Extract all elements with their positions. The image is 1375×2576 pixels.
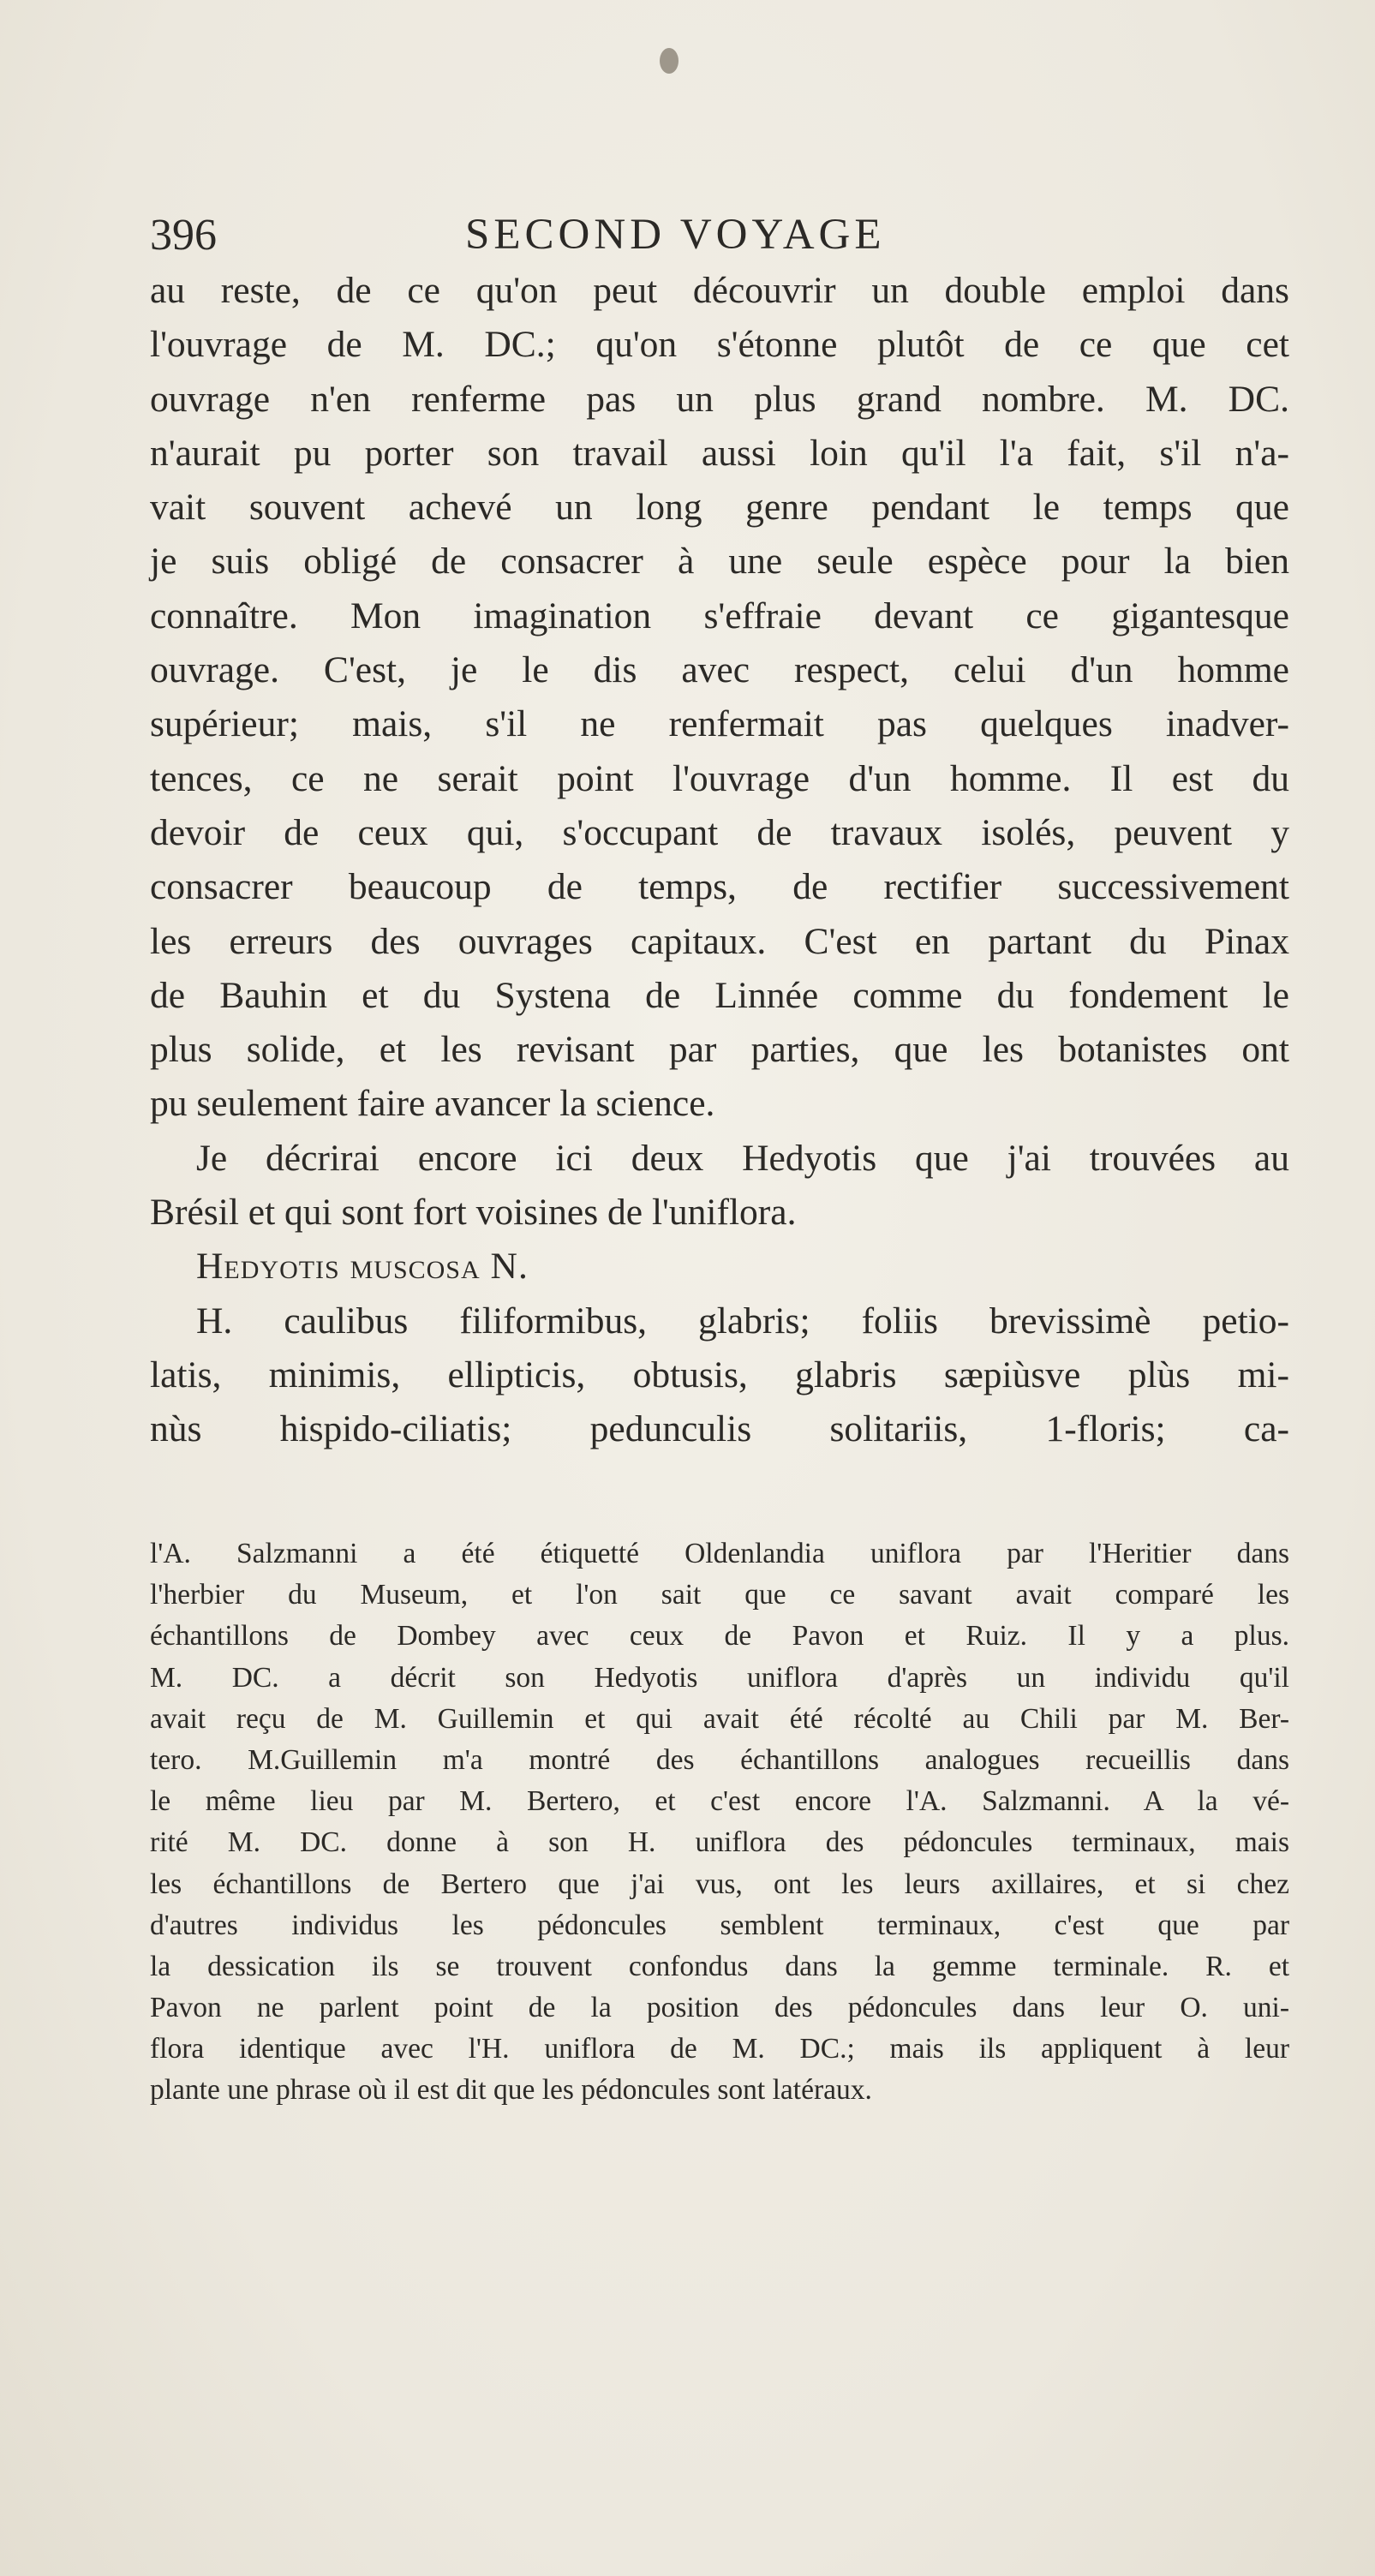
text-line: ouvrage. C'est, je le dis avec respect, celui d'un homme bbox=[150, 649, 1289, 691]
footnote-line: M. DC. a décrit son Hedyotis uniflora d'après un individu qu'il bbox=[150, 1661, 1289, 1694]
text-line: n'aurait pu porter son travail aussi loin qu'il l'a fait, s'il n'a- bbox=[150, 432, 1289, 474]
text-line: plus solide, et les revisant par parties, que les botanistes ont bbox=[150, 1029, 1289, 1071]
footnote-line: échantillons de Dombey avec ceux de Pavon et Ruiz. Il y a plus. bbox=[150, 1620, 1289, 1653]
text-line: l'ouvrage de M. DC.; qu'on s'étonne plutôt de ce que cet bbox=[150, 324, 1289, 366]
text-line: vait souvent achevé un long genre pendant le temps que bbox=[150, 487, 1289, 529]
text-line: devoir de ceux qui, s'occupant de travaux isolés, peuvent y bbox=[150, 811, 1289, 853]
footnote-line: l'herbier du Museum, et l'on sait que ce savant avait comparé les bbox=[150, 1579, 1289, 1611]
text-line: nùs hispido-ciliatis; pedunculis solitariis, 1-floris; ca- bbox=[150, 1408, 1289, 1450]
footnote-line: tero. M.Guillemin m'a montré des échantillons analogues recueillis dans bbox=[150, 1743, 1289, 1776]
text-line: je suis obligé de consacrer à une seule espèce pour la bien bbox=[150, 541, 1289, 583]
ink-blot bbox=[660, 48, 679, 74]
footnote-line: les échantillons de Bertero que j'ai vus, ont les leurs axillaires, et si chez bbox=[150, 1868, 1289, 1900]
text-line: de Bauhin et du Systena de Linnée comme du fondement le bbox=[150, 974, 1289, 1016]
text-line: connaître. Mon imagination s'effraie devant ce gigantesque bbox=[150, 595, 1289, 637]
species-heading: Hedyotis muscosa N. bbox=[196, 1246, 529, 1288]
text-line: latis, minimis, ellipticis, obtusis, glabris sæpiùsve plùs mi- bbox=[150, 1354, 1289, 1396]
footnote-line: l'A. Salzmanni a été étiquetté Oldenlandia uniflora par l'Heritier dans bbox=[150, 1538, 1289, 1569]
footnote bbox=[150, 1533, 1289, 2112]
footnote-line: plante une phrase où il est dit que les pédoncules sont latéraux. bbox=[150, 2074, 872, 2107]
footnote-line: d'autres individus les pédoncules semblent terminaux, c'est que par bbox=[150, 1909, 1289, 1941]
text-line: ouvrage n'en renferme pas un plus grand nombre. M. DC. bbox=[150, 378, 1289, 420]
text-line: H. caulibus filiformibus, glabris; foliis brevissimè petio- bbox=[196, 1300, 1289, 1342]
text-line: Je décrirai encore ici deux Hedyotis que j'ai trouvées au bbox=[196, 1137, 1289, 1179]
page-header bbox=[150, 210, 1289, 270]
page-number: 396 bbox=[150, 211, 217, 260]
text-line: consacrer beaucoup de temps, de rectifier successivement bbox=[150, 866, 1289, 908]
footnote-line: Pavon ne parlent point de la position des pédoncules dans leur O. uni- bbox=[150, 1992, 1289, 2024]
text-line: Brésil et qui sont fort voisines de l'uniflora. bbox=[150, 1192, 797, 1234]
text-line: au reste, de ce qu'on peut découvrir un double emploi dans bbox=[150, 270, 1289, 311]
footnote-line: rité M. DC. donne à son H. uniflora des pédoncules terminaux, mais bbox=[150, 1826, 1289, 1859]
footnote-line: la dessication ils se trouvent confondus dans la gemme terminale. R. et bbox=[150, 1950, 1289, 1982]
text-line: pu seulement faire avancer la science. bbox=[150, 1083, 715, 1125]
footnote-line: flora identique avec l'H. uniflora de M. DC.; mais ils appliquent à leur bbox=[150, 2033, 1289, 2065]
footnote-line: le même lieu par M. Bertero, et c'est encore l'A. Salzmanni. A la vé- bbox=[150, 1785, 1289, 1818]
main-text bbox=[150, 264, 1289, 1457]
text-line: les erreurs des ouvrages capitaux. C'est en partant du Pinax bbox=[150, 920, 1289, 962]
footnote-line: avait reçu de M. Guillemin et qui avait été récolté au Chili par M. Ber- bbox=[150, 1702, 1289, 1735]
text-line: supérieur; mais, s'il ne renfermait pas quelques inadver- bbox=[150, 703, 1289, 745]
text-line: tences, ce ne serait point l'ouvrage d'un homme. Il est du bbox=[150, 757, 1289, 799]
running-title: SECOND VOYAGE bbox=[465, 211, 886, 259]
